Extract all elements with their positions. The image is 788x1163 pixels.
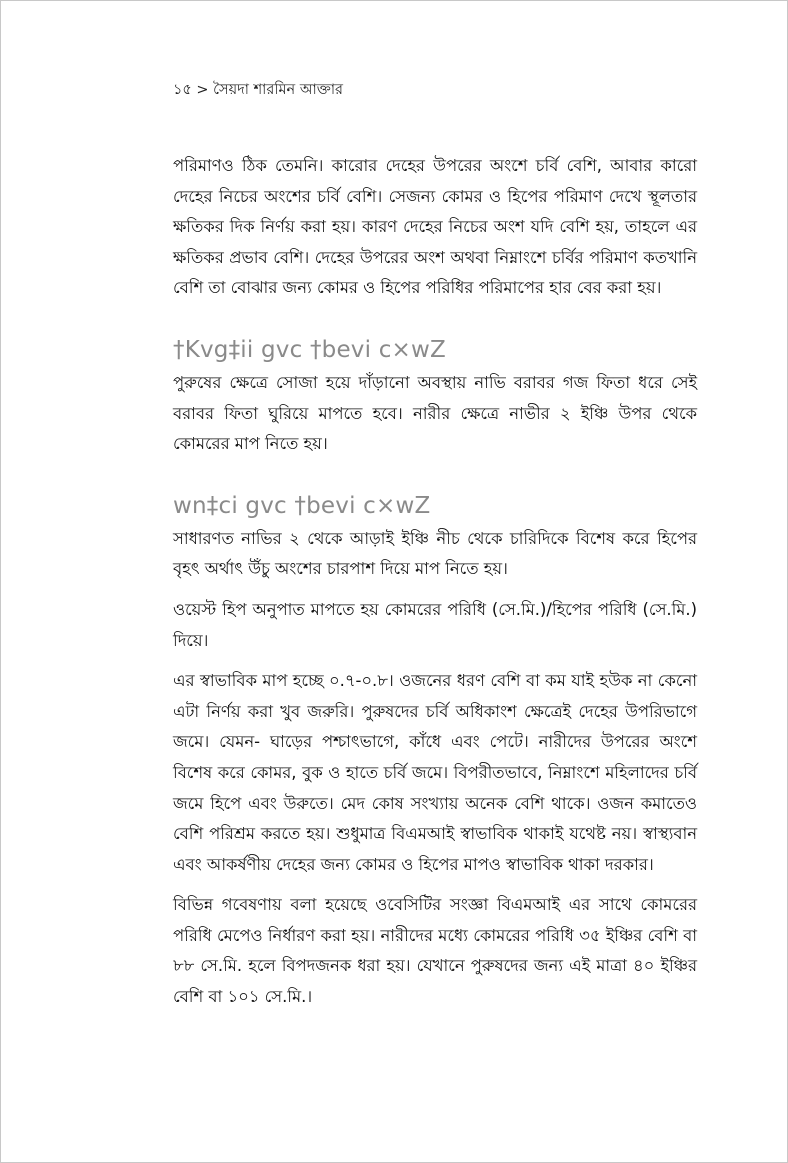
section-heading-waist: †Kvg‡ii gvc †bevi c×wZ [173, 336, 446, 363]
paragraph-intro: পরিমাণও ঠিক তেমনি। কারোর দেহের উপরের অংশে চর্বি বেশি, আবার কারো দেহের নিচের অংশের চর্বি বেশি। সেজন্য কোমর ও হিপের পরিমাণ দেখে স্থূলতার ক্ষতিকর দিক নির্ণয় করা হয়। কারণ দেহের নিচের অংশ যদি বেশি হয়, তাহলে এর ক্ষতিকর প্রভাব বেশি। দেহের উপরের অংশ অথবা নিম্নাংশে চর্বির পরিমাণ কতখানি বেশি তা বোঝার জন্য কোমর ও হিপের পরিধির পরিমাপের হার বের করা হয়। [173, 156, 697, 298]
paragraph-research: বিভিন্ন গবেষণায় বলা হয়েছে ওবেসিটির সংজ্ঞা বিএমআই এর সাথে কোমরের পরিধি মেপেও নির্ধারণ করা হয়। নারীদের মধ্যে কোমরের পরিধি ৩৫ ইঞ্চির বেশি বা ৮৮ সে.মি. হলে বিপদজনক ধরা হয়। যেখানে পুরুষদের জন্য এই মাত্রা ৪০ ইঞ্চির বেশি বা ১০১ সে.মি.। [173, 895, 697, 1007]
paragraph-waist-hip-ratio: ওয়েস্ট হিপ অনুপাত মাপতে হয় কোমরের পরিধি (সে.মি.)/হিপের পরিধি (সে.মি.) দিয়ে। [173, 599, 697, 650]
section-heading-hip: wn‡ci gvc †bevi c×wZ [173, 492, 431, 519]
page-body [173, 151, 697, 1013]
paragraph-waist-method: পুরুষের ক্ষেত্রে সোজা হয়ে দাঁড়ানো অবস্থায় নাভি বরাবর গজ ফিতা ধরে সেই বরাবর ফিতা ঘুরিয়ে মাপতে হবে। নারীর ক্ষেত্রে নাভীর ২ ইঞ্চি উপর থেকে কোমরের মাপ নিতে হয়। [173, 372, 697, 454]
running-head: ১৫ > সৈয়দা শারমিন আক্তার [173, 82, 344, 98]
paragraph-normal-range: এর স্বাভাবিক মাপ হচ্ছে ০.৭-০.৮। ওজনের ধরণ বেশি বা কম যাই হউক না কেনো এটা নির্ণয় করা খুব জরুরি। পুরুষদের চর্বি অধিকাংশ ক্ষেত্রেই দেহের উপরিভাগে জমে। যেমন- ঘাড়ের পশ্চাৎভাগে, কাঁধে এবং পেটে। নারীদের উপরের অংশে বিশেষ করে কোমর, বুক ও হাতে চর্বি জমে। বিপরীতভাবে, নিম্নাংশে মহিলাদের চর্বি জমে হিপে এবং উরুতে। মেদ কোষ সংখ্যায় অনেক বেশি থাকে। ওজন কমাতেও বেশি পরিশ্রম করতে হয়। শুধুমাত্র বিএমআই স্বাভাবিক থাকাই যথেষ্ট নয়। স্বাস্থ্যবান এবং আকর্ষণীয় দেহের জন্য কোমর ও হিপের মাপও স্বাভাবিক থাকা দরকার। [173, 671, 697, 874]
paragraph-hip-method: সাধারণত নাভির ২ থেকে আড়াই ইঞ্চি নীচ থেকে চারিদিকে বিশেষ করে হিপের বৃহৎ অর্থাৎ উঁচু অংশের চারপাশ দিয়ে মাপ নিতে হয়। [173, 528, 697, 579]
